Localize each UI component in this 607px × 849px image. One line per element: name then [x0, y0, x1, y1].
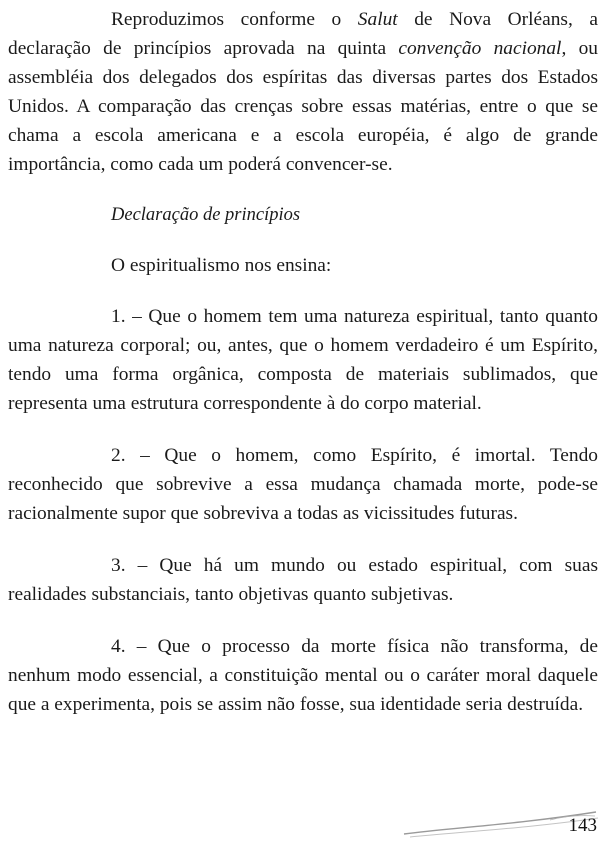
declaration-title: Declaração de princípios	[111, 205, 301, 225]
teaches-paragraph: O espiritualismo nos ensina:	[111, 255, 332, 276]
intro-italic-convencao: convenção nacional	[398, 38, 562, 59]
intro-text-1: Reproduzimos conforme o	[111, 9, 358, 30]
intro-paragraph	[8, 5, 598, 179]
intro-text-3: , ou assembléia dos delegados dos espíritas das diversas partes dos Estados Unidos. A comparação das crenças sobre essas matérias, entre o que se chama a escola americana e a escola européia, é algo de grande importância, como cada um poderá convencer-se.	[8, 38, 598, 175]
principle-item-1: 1. – Que o homem tem uma natureza espiritual, tanto quanto uma natureza corporal; ou, antes, que o homem verdadeiro é um Espírito, tendo uma forma orgânica, composta de materiais sublimados, que representa uma estrutura correspondente à do corpo material.	[8, 306, 598, 414]
page-body	[8, 0, 598, 719]
intro-italic-salut: Salut	[357, 9, 398, 30]
principle-item-3: 3. – Que há um mundo ou estado espiritual, com suas realidades substanciais, tanto objetivas quanto subjetivas.	[8, 555, 598, 605]
principle-item-2: 2. – Que o homem, como Espírito, é imortal. Tendo reconhecido que sobrevive a essa mudança chamada morte, pode-se racionalmente supor que sobreviva a todas as vicissitudes futuras.	[8, 445, 598, 524]
declaration-heading	[8, 200, 598, 230]
principle-item-4: 4. – Que o processo da morte física não transforma, de nenhum modo essencial, a constituição mental ou o caráter moral daquele que a experimenta, pois se assim não fosse, sua identidade seria destruída.	[8, 636, 598, 715]
intro-text-2: de Nova Orléans, a declaração de princípios aprovada na quinta	[8, 9, 598, 59]
page-number: 143	[568, 815, 597, 836]
